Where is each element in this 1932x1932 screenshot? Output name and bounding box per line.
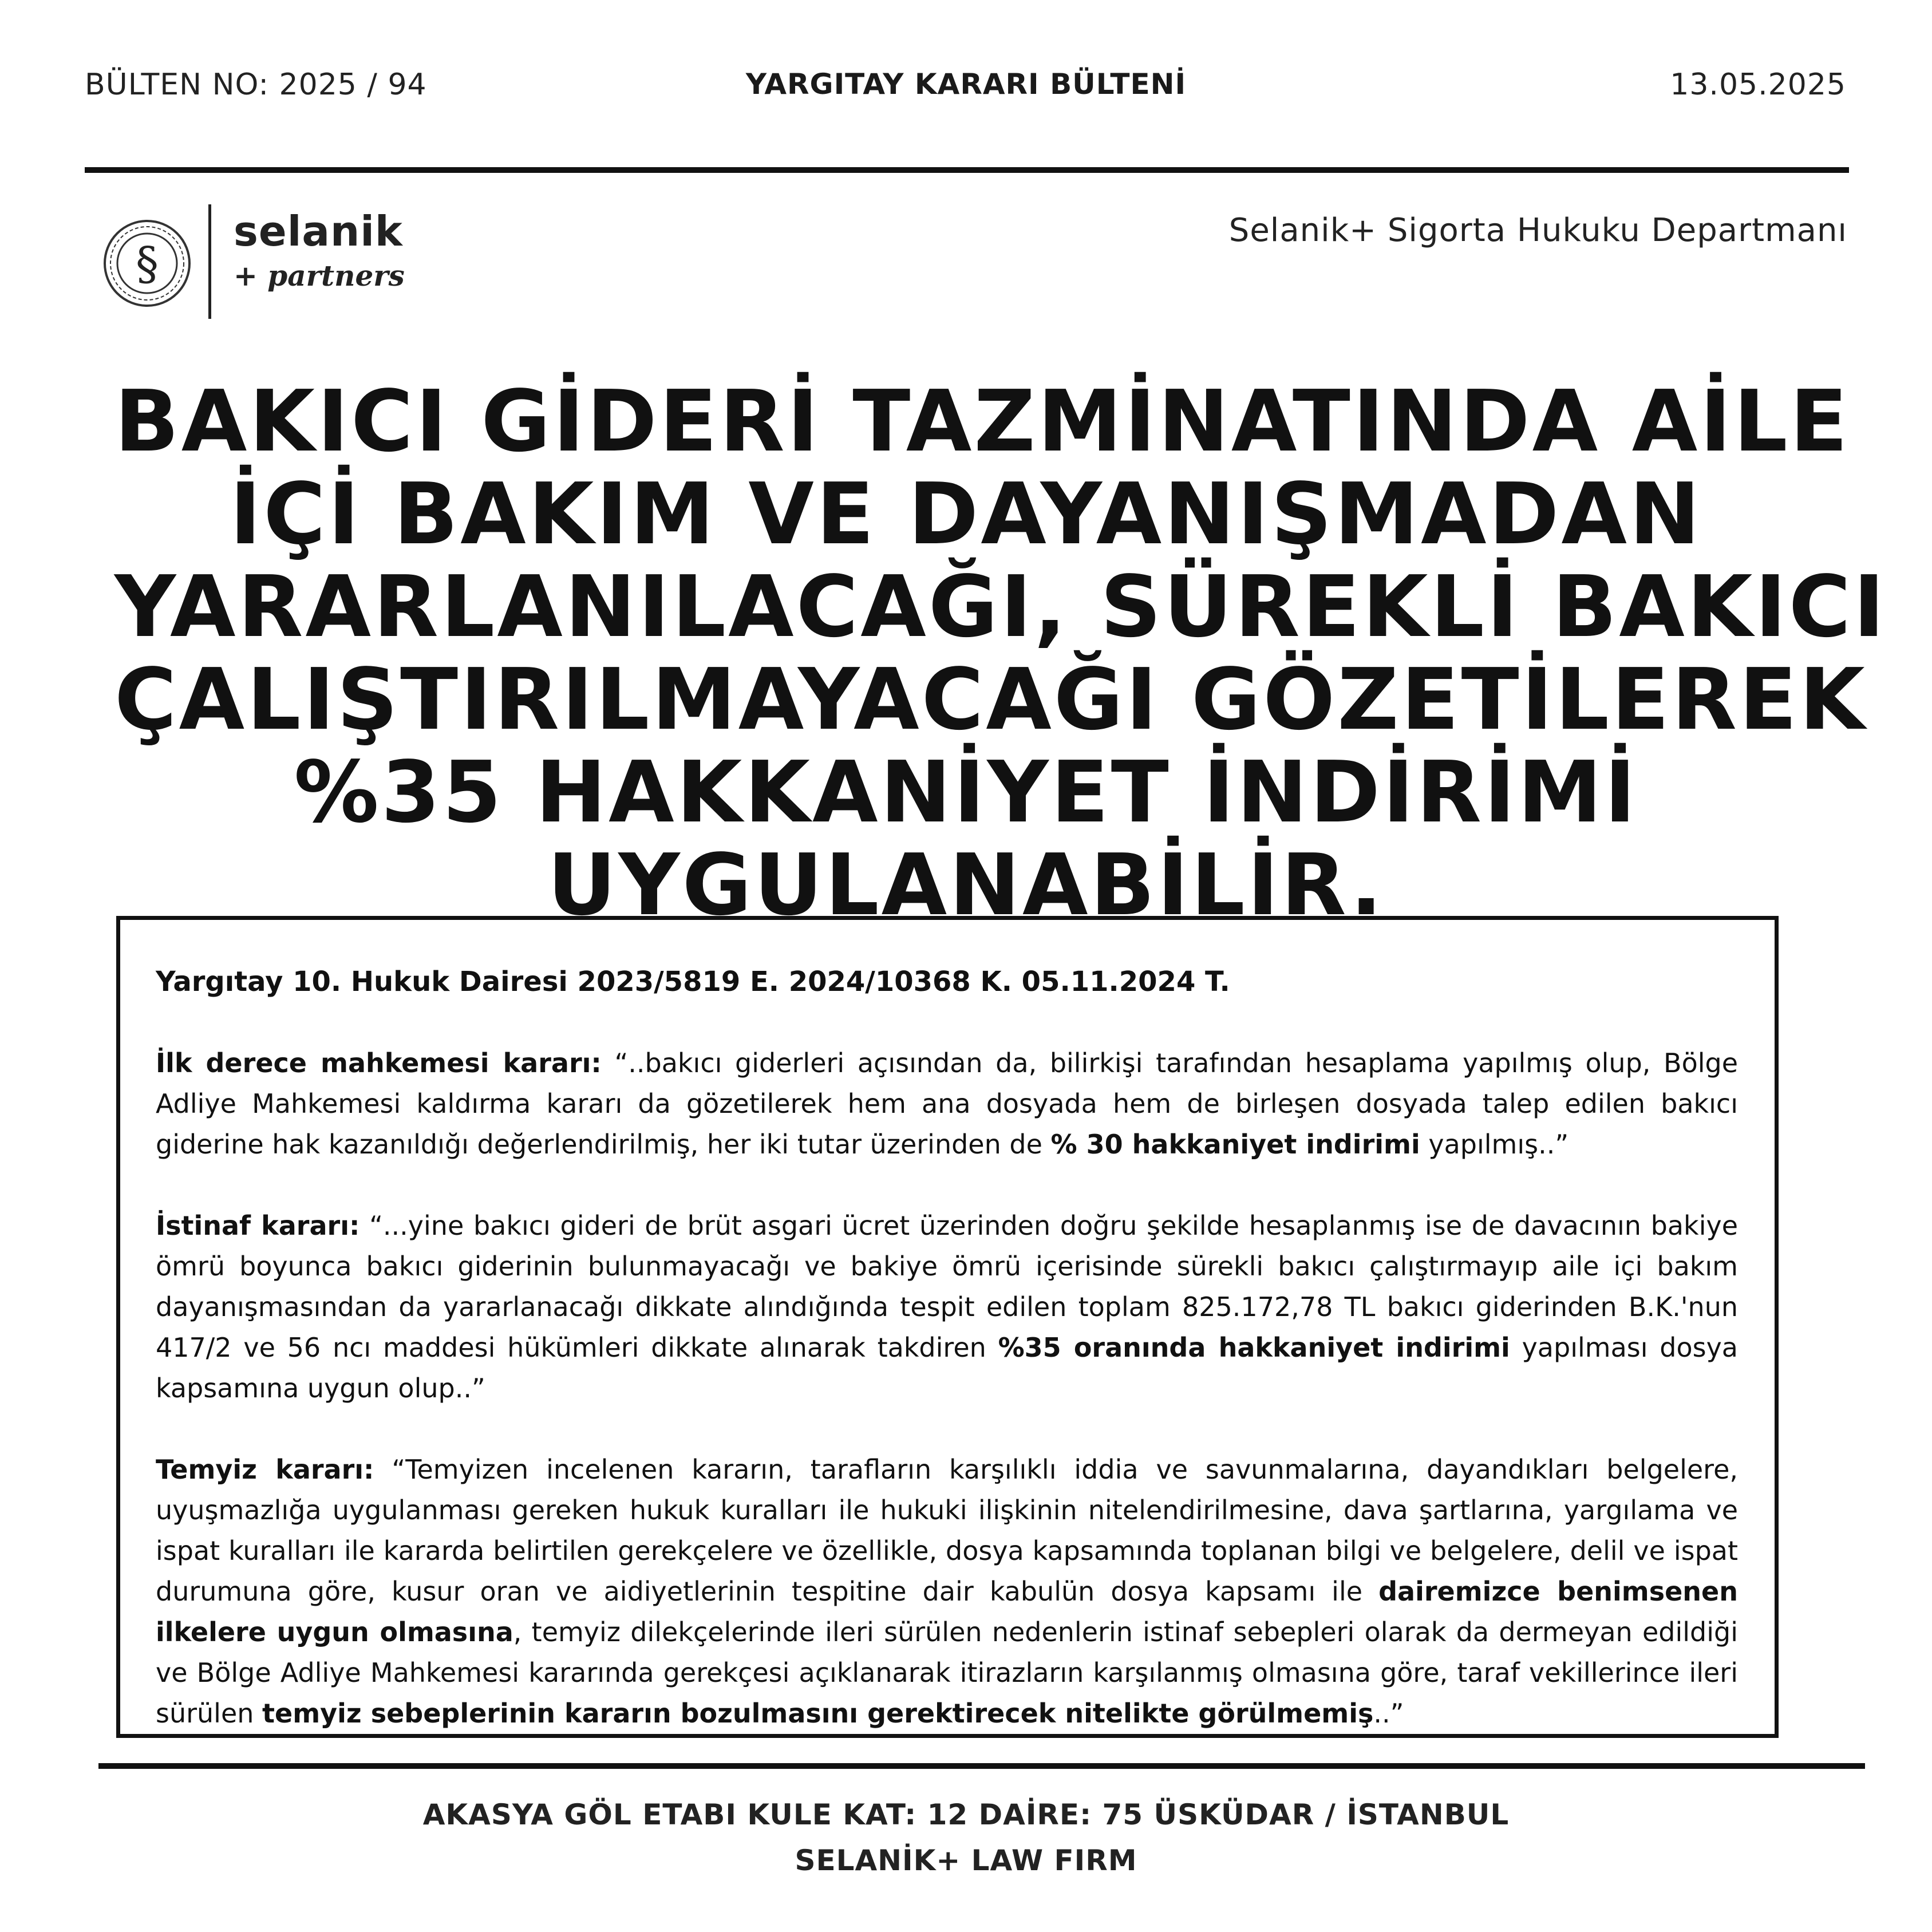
headline-line: %35 HAKKANİYET İNDİRİMİ — [294, 743, 1638, 841]
headline-line: YARARLANILACAĞI, SÜREKLİ BAKICI — [114, 558, 1887, 656]
top-divider — [85, 167, 1849, 173]
logo-subtitle: + partners — [234, 259, 405, 293]
bulletin-number: BÜLTEN NO: 2025 / 94 — [85, 68, 427, 102]
decision-box — [116, 916, 1779, 1738]
decision-citation: Yargıtay 10. Hukuk Dairesi 2023/5819 E. 2024/10368 K. 05.11.2024 T. — [156, 966, 1230, 998]
first-instance-highlight: % 30 hakkaniyet indirimi — [1050, 1129, 1420, 1160]
appeal-highlight: %35 oranında hakkaniyet indirimi — [998, 1332, 1510, 1363]
headline-line: BAKICI GİDERİ TAZMİNATINDA AİLE — [114, 372, 1850, 471]
first-instance-paragraph — [156, 1043, 1738, 1165]
bulletin-title: YARGITAY KARARI BÜLTENİ — [745, 68, 1187, 101]
headline-line: İÇİ BAKIM VE DAYANIŞMADAN — [230, 465, 1702, 563]
footer-address: AKASYA GÖL ETABI KULE KAT: 12 DAİRE: 75 ÜSKÜDAR / İSTANBUL — [422, 1798, 1510, 1831]
section-sign-seal-icon — [101, 218, 193, 309]
appeal-text-end: yapılması dosya kapsamına uygun olup..” — [156, 1332, 1738, 1404]
first-instance-text-end: yapılmış..” — [1420, 1129, 1569, 1160]
bulletin-date: 13.05.2025 — [1670, 68, 1846, 102]
department-name: Selanik+ Sigorta Hukuku Departmanı — [1228, 212, 1847, 249]
first-instance-text: “..bakıcı giderleri açısından da, bilirkişi tarafından hesaplama yapılmış olup, Bölge Adliye Mahkemesi kaldırma kararı da gözetilerek hem ana dosyada hem de birleşen dosyada talep edilen bakıcı giderine hak kazanıldığı değerlendirilmiş, her iki tutar üzerinden de — [156, 1048, 1739, 1160]
bottom-divider — [98, 1763, 1865, 1769]
cassation-paragraph — [156, 1449, 1738, 1734]
headline — [114, 372, 1887, 934]
footer-firm: SELANİK+ LAW FIRM — [795, 1844, 1137, 1877]
svg-text:§: § — [136, 237, 159, 290]
cassation-label: Temyiz kararı: — [156, 1454, 374, 1485]
cassation-highlight-1: dairemizce benimsenen ilkelere uygun olmasına — [156, 1576, 1738, 1647]
first-instance-label: İlk derece mahkemesi kararı: — [156, 1048, 602, 1078]
logo-name: selanik — [234, 207, 403, 255]
cassation-text-end: ..” — [1373, 1698, 1404, 1729]
cassation-text-middle: , temyiz dilekçelerinde ileri sürülen nedenlerin istinaf sebepleri olarak da dermeyan edildiği ve Bölge Adliye Mahkemesi kararında gerekçesi açıklanarak itirazların karşılanmış olmasına göre, taraf vekillerince ileri sürülen — [156, 1617, 1738, 1729]
appeal-text: “...yine bakıcı gideri de brüt asgari ücret üzerinden doğru şekilde hesaplanmış ise de davacının bakiye ömrü boyunca bakıcı giderinin bulunmayacağı ve bakiye ömrü içerisinde sürekli bakıcı çalıştırmayıp aile içi bakım dayanışmasından da yararlanacağı dikkate alındığında tespit edilen toplam 825.172,78 TL bakıcı giderinden B.K.'nun 417/2 ve 56 ncı maddesi hükümleri dikkate alınarak takdiren — [156, 1210, 1738, 1363]
headline-line: UYGULANABİLİR. — [547, 836, 1385, 934]
logo-divider — [208, 204, 211, 319]
decision-content — [156, 962, 1738, 1734]
headline-line: ÇALIŞTIRILMAYACAĞI GÖZETİLEREK — [114, 650, 1867, 749]
footer — [0, 1792, 1932, 1883]
appeal-paragraph — [156, 1206, 1738, 1409]
cassation-text: “Temyizen incelenen kararın, tarafların karşılıklı iddia ve savunmalarına, dayandıkları belgelere, uyuşmazlığa uygulanması gereken hukuk kuralları ile hukuki ilişkinin nitelendirilmesine, dava şartlarına, yargılama ve ispat kuralları ile kararda belirtilen gerekçelere ve özellikle, dosya kapsamında toplanan bilgi ve belgelere, delil ve ispat durumuna göre, kusur oran ve aidiyetlerinin tespitine dair kabulün dosya kapsamı ile — [156, 1454, 1738, 1607]
cassation-highlight-2: temyiz sebeplerinin kararın bozulmasını gerektirecek nitelikte görülmemiş — [262, 1698, 1374, 1729]
appeal-label: İstinaf kararı: — [156, 1210, 360, 1241]
